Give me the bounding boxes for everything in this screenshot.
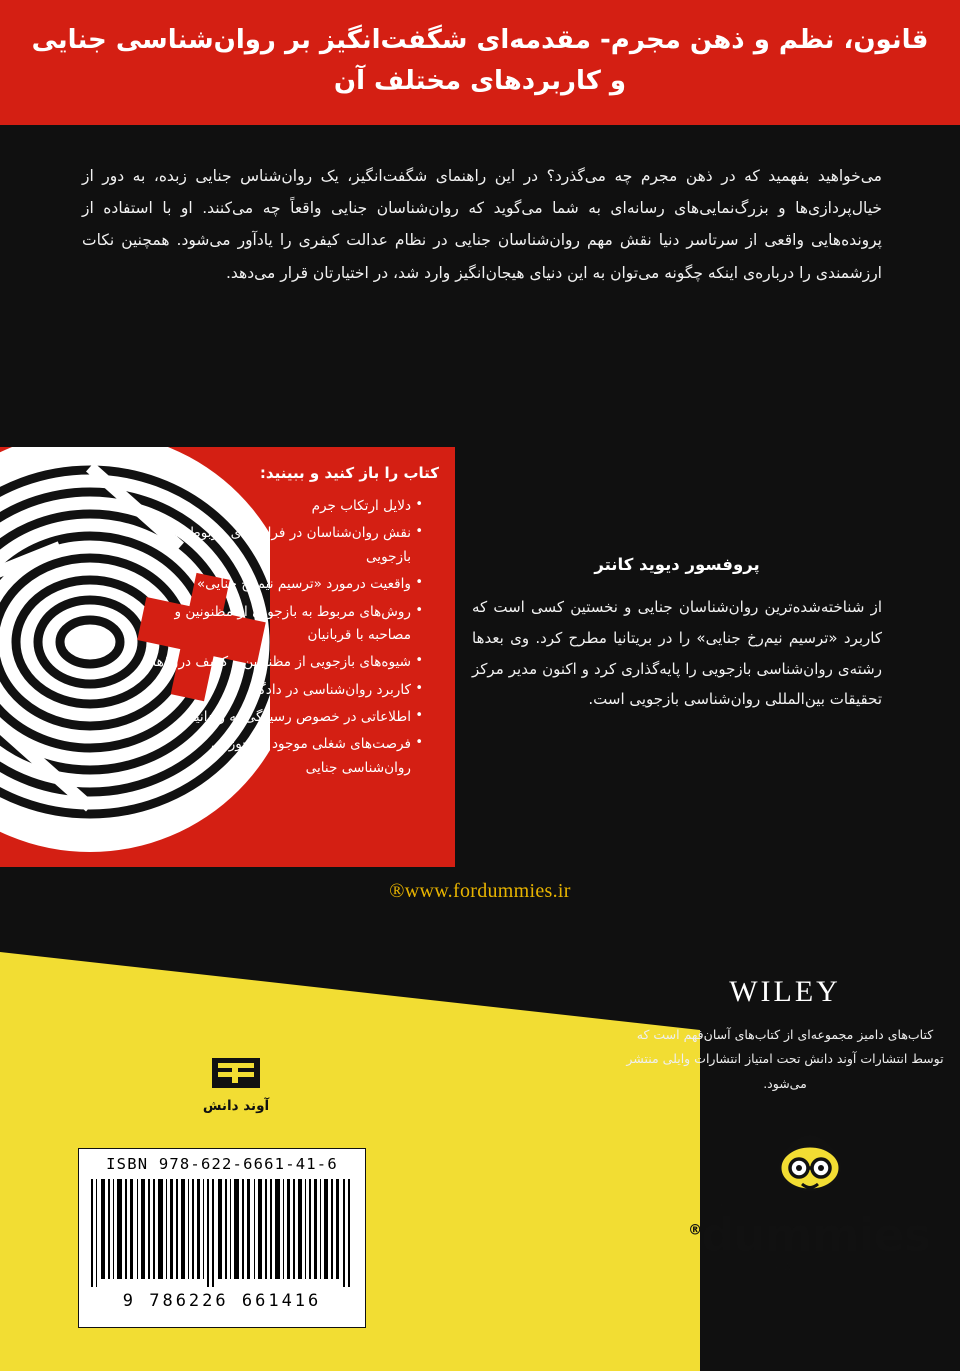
isbn-text bbox=[87, 1155, 357, 1173]
features-panel bbox=[0, 447, 455, 867]
registered-mark: ® bbox=[688, 1222, 702, 1239]
features-heading: کتاب را باز کنید و ببینید: bbox=[259, 464, 439, 482]
website-url[interactable]: www.fordummies.ir® bbox=[389, 880, 571, 902]
wiley-note: کتاب‌های دامیز مجموعه‌ای از کتاب‌های آسان‌فهم است که توسط انتشارات آوند دانش تحت امتیاز انتشارات وایلی منتشر می‌شود. bbox=[626, 1027, 944, 1091]
dummies-logo bbox=[690, 1130, 930, 1273]
list-item: • فرصت‌های شغلی موجود در حوزه‌ی روان‌شناسی جنایی bbox=[139, 733, 423, 780]
wiley-logo: WILEY bbox=[729, 975, 841, 1008]
dummies-word-text: dummies bbox=[701, 1208, 930, 1262]
author-bio: از شناخته‌شده‌ترین روان‌شناسان جنایی و نخستین کسی است که کاربرد «ترسیم نیم‌رخ جنایی» را در بریتانیا مطرح کرد. وی بعدها رشته‌ی روان‌شناسی بازجویی را پایه‌گذاری کرد و اکنون مدیر مرکز تحقیقات بین‌المللی روان‌شناسی بازجویی است. bbox=[472, 598, 882, 709]
barcode-digits bbox=[87, 1291, 357, 1311]
isbn-value: 978-622-6661-41-6 bbox=[158, 1155, 338, 1173]
list-item: • دلایل ارتکاب جرم bbox=[139, 495, 423, 518]
isbn-label: ISBN bbox=[106, 1155, 149, 1173]
back-cover-blurb: می‌خواهید بفهمید که در ذهن مجرم چه می‌گذرد؟ در این راهنمای شگفت‌انگیز، یک روان‌شناس جنایی زبده، به دور از خیال‌پردازی‌ها و بزرگ‌نمایی‌های رسانه‌ای به شما می‌گوید که روان‌شناسان جنایی واقعاً چه می‌کنند. او با استفاده از پرونده‌هایی واقعی از سرتاسر دنیا نقش مهم روان‌شناسان جنایی در نظام عدالت کیفری را یادآور می‌شود. همچنین نکات ارزشمندی را درباره‌ی اینکه چگونه می‌توان به این دنیای هیجان‌انگیز وارد شد، در اختیارتان قرار می‌دهد. bbox=[82, 167, 882, 282]
list-item: • شیوه‌های بازجویی از مظنونین و کشف دروغ‌ها bbox=[139, 651, 423, 674]
features-list bbox=[139, 495, 439, 780]
list-item: • اطلاعاتی در خصوص رسیدگی به زندانیان bbox=[139, 706, 423, 729]
title-band bbox=[0, 0, 960, 125]
publisher-logo bbox=[176, 1056, 296, 1114]
author-block bbox=[472, 555, 882, 715]
list-item: • روش‌های مربوط به بازجویی از مظنونین و مصاحبه با قربانیان bbox=[139, 601, 423, 648]
barcode bbox=[78, 1148, 366, 1328]
list-item: • واقعیت درمورد «ترسیم نیم‌رخ جنایی» bbox=[139, 573, 423, 596]
book-mark-icon bbox=[210, 1056, 262, 1090]
dummies-for-label: for bbox=[716, 1196, 732, 1211]
barcode-bars bbox=[85, 1179, 357, 1287]
page-title: قانون، نظم و ذهن مجرم- مقدمه‌ای شگفت‌انگیز بر روان‌شناسی جنایی و کاربردهای مختلف آن bbox=[31, 25, 929, 96]
barcode-digit-group: 786226 661416 bbox=[149, 1291, 322, 1311]
dummies-face-icon bbox=[690, 1130, 930, 1196]
dummies-wordmark bbox=[688, 1208, 930, 1262]
list-item: • نقش روان‌شناسان در فرایندهای مربوط به بازجویی bbox=[139, 522, 423, 569]
barcode-digit-left: 9 bbox=[122, 1291, 136, 1311]
dummies-brand-label: A Wiley Brand bbox=[771, 1262, 849, 1273]
list-item: • کاربرد روان‌شناسی در دادگاه bbox=[139, 679, 423, 702]
author-name: پروفسور دیوید کانتر bbox=[594, 555, 760, 574]
publisher-name: آوند دانش bbox=[202, 1098, 270, 1114]
wiley-block bbox=[620, 975, 950, 1096]
